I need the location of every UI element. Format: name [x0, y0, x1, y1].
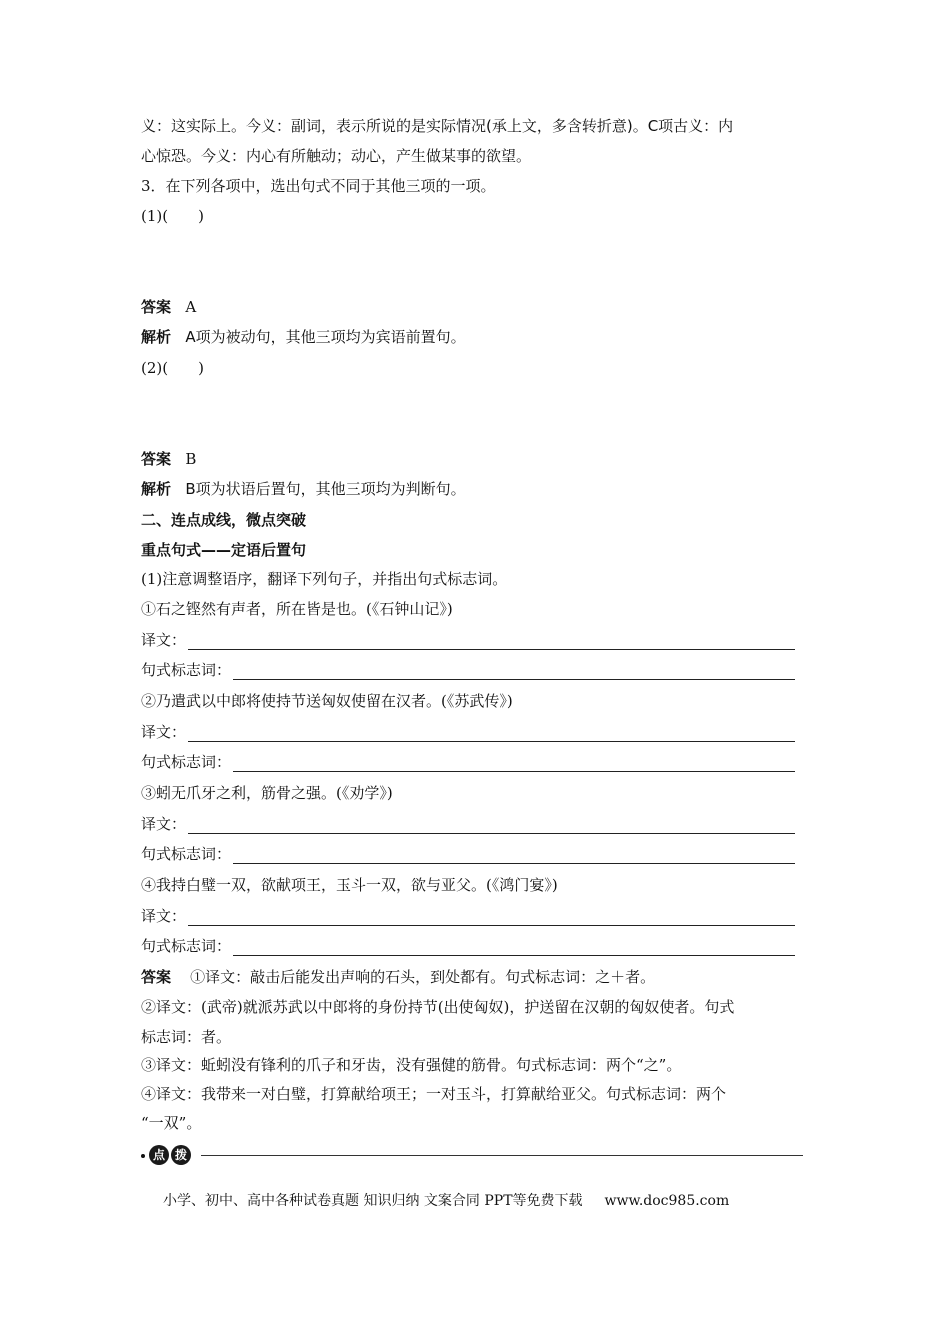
- marker-label: 句式标志词：: [141, 937, 232, 955]
- answer-row: [141, 630, 811, 650]
- translate-blank[interactable]: [188, 725, 795, 742]
- marker-blank[interactable]: [233, 663, 795, 680]
- footer-text: 小学、初中、高中各种试卷真题 知识归纳 文案合同 PPT等免费下载: [163, 1193, 583, 1209]
- marker-label: 句式标志词：: [141, 845, 232, 863]
- translate-label: 译文：: [141, 815, 187, 833]
- footer-site: www.doc985.com: [604, 1193, 730, 1209]
- exercise-sentence: ①石之铿然有声者，所在皆是也。(《石钟山记》): [141, 600, 453, 618]
- bullet-dot: [141, 1154, 145, 1158]
- paragraph-line: 义：这实际上。今义：副词，表示所说的是实际情况(承上文，多含转折意)。C项古义：内: [141, 117, 734, 135]
- question-number: (1)( ): [141, 207, 204, 225]
- marker-label: 句式标志词：: [141, 753, 232, 771]
- translate-blank[interactable]: [188, 633, 795, 650]
- analysis-label: 解析: [141, 480, 172, 498]
- answer-value: A: [185, 298, 197, 316]
- answer-row: [141, 814, 811, 834]
- answer-label: 答案: [141, 450, 172, 468]
- answer-value: B: [185, 450, 197, 468]
- answer-line: [141, 449, 811, 469]
- analysis-text: B项为状语后置句，其他三项均为判断句。: [185, 480, 466, 498]
- question-stem: 3．在下列各项中，选出句式不同于其他三项的一项。: [141, 177, 496, 195]
- page-footer: [163, 1191, 729, 1211]
- marker-label: 句式标志词：: [141, 661, 232, 679]
- answer-line: [141, 967, 811, 987]
- divider-line: [201, 1155, 803, 1156]
- answer-line: [141, 297, 811, 317]
- analysis-text: A项为被动句，其他三项均为宾语前置句。: [185, 328, 466, 346]
- translate-label: 译文：: [141, 907, 187, 925]
- tip-badge-1: 点: [149, 1145, 169, 1165]
- analysis-label: 解析: [141, 328, 172, 346]
- answer-text: ①译文：敲击后能发出声响的石头，到处都有。句式标志词：之＋者。: [190, 968, 656, 986]
- translate-blank[interactable]: [188, 909, 795, 926]
- marker-blank[interactable]: [233, 847, 795, 864]
- answer-label: 答案: [141, 298, 172, 316]
- exercise-sentence: ②乃遣武以中郎将使持节送匈奴使留在汉者。(《苏武传》): [141, 692, 513, 710]
- question-number: (2)( ): [141, 359, 204, 377]
- analysis-line: [141, 327, 811, 347]
- answer-row: [141, 844, 811, 864]
- marker-blank[interactable]: [233, 939, 795, 956]
- translate-label: 译文：: [141, 631, 187, 649]
- answer-text: ②译文：(武帝)就派苏武以中郎将的身份持节(出使匈奴)，护送留在汉朝的匈奴使者。句式: [141, 998, 735, 1016]
- translate-blank[interactable]: [188, 817, 795, 834]
- marker-blank[interactable]: [233, 755, 795, 772]
- answer-text: 标志词：者。: [141, 1028, 232, 1046]
- answer-text: ③译文：蚯蚓没有锋利的爪子和牙齿，没有强健的筋骨。句式标志词：两个“之”。: [141, 1056, 682, 1074]
- answer-label: 答案: [141, 968, 172, 986]
- section-heading: 二、连点成线，微点突破: [141, 511, 307, 529]
- paragraph-line: 心惊恐。今义：内心有所触动；动心，产生做某事的欲望。: [141, 147, 532, 165]
- section-subheading: 重点句式——定语后置句: [141, 541, 307, 559]
- exercise-sentence: ③蚓无爪牙之利，筋骨之强。(《劝学》): [141, 784, 393, 802]
- tip-badge-2: 拨: [171, 1145, 191, 1165]
- analysis-line: [141, 479, 811, 499]
- instruction: (1)注意调整语序，翻译下列句子，并指出句式标志词。: [141, 570, 508, 588]
- tip-bar: [141, 1144, 803, 1168]
- answer-text: “一双”。: [141, 1114, 202, 1132]
- translate-label: 译文：: [141, 723, 187, 741]
- answer-row: [141, 752, 811, 772]
- answer-row: [141, 660, 811, 680]
- exercise-sentence: ④我持白璧一双，欲献项王，玉斗一双，欲与亚父。(《鸿门宴》): [141, 876, 558, 894]
- answer-text: ④译文：我带来一对白璧，打算献给项王；一对玉斗，打算献给亚父。句式标志词：两个: [141, 1085, 727, 1103]
- answer-row: [141, 722, 811, 742]
- answer-row: [141, 906, 811, 926]
- answer-row: [141, 936, 811, 956]
